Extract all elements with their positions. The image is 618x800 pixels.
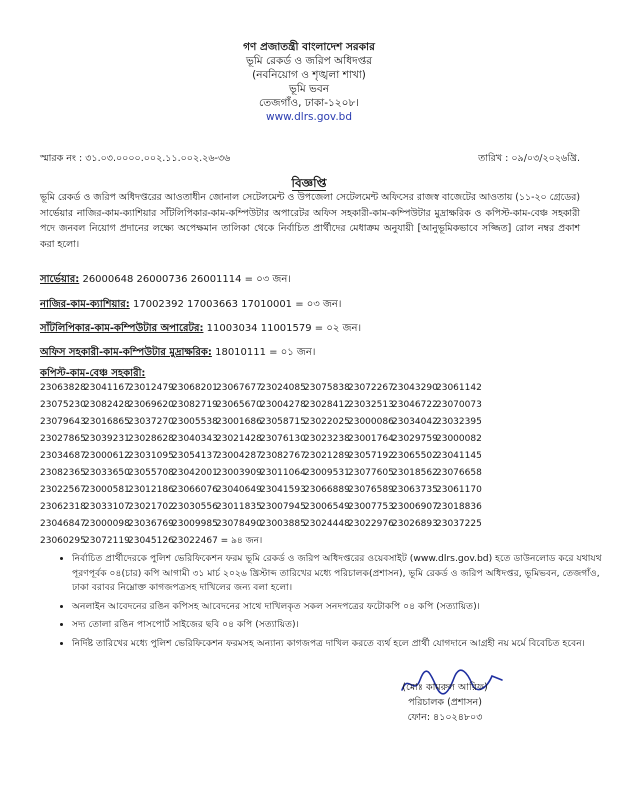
roll-number: 23037225: [436, 519, 482, 529]
roll-number: 23030556: [172, 502, 218, 512]
category-surveyor: সার্ভেয়ার: 26000648 26000736 26001114 = ০৩ জন।: [40, 274, 291, 285]
roll-number: 23077605: [348, 468, 394, 478]
instruction-item: • সদ্য তোলা রঙিন পাসপোর্ট সাইজের ছবি ০৪ কপি (সত্যায়িত)।: [72, 618, 602, 633]
instructions-list: [58, 552, 602, 655]
roll-number: 23075230: [40, 400, 86, 410]
roll-number: 23004287: [216, 451, 262, 461]
roll-number: 23007945: [260, 502, 306, 512]
roll-row: [40, 482, 480, 499]
roll-number: 23082767: [260, 451, 306, 461]
roll-number: 23029759: [392, 434, 438, 444]
roll-number: 23000098: [84, 519, 130, 529]
roll-number: 23022025: [304, 417, 350, 427]
roll-row: [40, 448, 480, 465]
roll-number: 23040343: [172, 434, 218, 444]
building-name: ভূমি ভবন: [289, 83, 329, 95]
roll-number: 23039231: [84, 434, 130, 444]
roll-number: 23063828: [40, 383, 86, 393]
instruction-item: • নির্বাচিত প্রার্থীদেরকে পুলিশ ভেরিফিকেশন ফরম ভূমি রেকর্ড ও জরিপ অধিদপ্তরের ওয়েবসাইট (www.dlrs.gov.bd) হতে ডাউনলোড করে যথাযথ পূরণপূর্বক ০৪(চার) কপি আগামী ৩১ মার্চ ২০২৬ খ্রিস্টাব্দ তারিখের মধ্যে পরিচালক(প্রশাসন), ভূমি রেকর্ড ও জরিপ অধিদপ্তর, ভূমিভবন, তেজগাঁও, ঢাকা বরাবর নিম্নোক্ত কাগজপত্রসহ দাখিলের জন্য বলা হলো।: [72, 552, 602, 596]
roll-number: 23045126: [128, 536, 174, 546]
roll-number: 23041167: [84, 383, 130, 393]
category-office-assistant: অফিস সহকারী-কাম-কম্পিউটার মুদ্রাক্ষরিক: 18010111 = ০১ জন।: [40, 347, 316, 358]
roll-row: [40, 414, 480, 431]
roll-number: 23027865: [40, 434, 86, 444]
roll-number: 23009531: [304, 468, 350, 478]
roll-number: 23033107: [84, 502, 130, 512]
roll-row: [40, 516, 480, 533]
roll-number: 23079643: [40, 417, 86, 427]
roll-number: 23021428: [216, 434, 262, 444]
section-name: (নবনিয়োগ ও শৃঙ্খলা শাখা): [252, 69, 366, 81]
roll-number: 23000086: [348, 417, 394, 427]
roll-number: 23007753: [348, 502, 394, 512]
roll-number: 23001686: [216, 417, 262, 427]
instruction-item: • নির্দিষ্ট তারিখের মধ্যে পুলিশ ভেরিফিকেশন ফরমসহ অন্যান্য কাগজপত্র দাখিল করতে ব্যর্থ হলে প্রার্থী যোগদানে আগ্রহী নয় মর্মে বিবেচিত হবেন।: [72, 637, 602, 652]
roll-number: 23012186: [128, 485, 174, 495]
roll-number: 23070073: [436, 400, 482, 410]
roll-number: 23061142: [436, 383, 482, 393]
roll-number: 23001764: [348, 434, 394, 444]
roll-number: 23032513: [348, 400, 394, 410]
roll-number: 23076130: [260, 434, 306, 444]
roll-number: 23076658: [436, 468, 482, 478]
roll-number: 23003885: [260, 519, 306, 529]
roll-row: [40, 465, 480, 482]
roll-number: 23016865: [84, 417, 130, 427]
roll-number: 23000612: [84, 451, 130, 461]
roll-number: 23082365: [40, 468, 86, 478]
roll-number: 23058715: [260, 417, 306, 427]
roll-number: 23082428: [84, 400, 130, 410]
category-nazir: নাজির-কাম-ক্যাশিয়ার: 17002392 17003663 17010001 = ০৩ জন।: [40, 299, 342, 310]
instruction-item: • অনলাইন আবেদনের রঙিন কপিসহ আবেদনের সাথে দাখিলকৃত সকল সনদপত্রের ফটোকপি ০৪ কপি (সত্যায়িত)।: [72, 600, 602, 615]
roll-number: 23011064: [260, 468, 306, 478]
roll-number: 23033650: [84, 468, 130, 478]
roll-number: 23069620: [128, 400, 174, 410]
roll-number: 23055708: [128, 468, 174, 478]
roll-number: 23000082: [436, 434, 482, 444]
roll-number: 23060295: [40, 536, 86, 546]
roll-number: 23018836: [436, 502, 482, 512]
roll-number: 23062318: [40, 502, 86, 512]
roll-number: 23036769: [128, 519, 174, 529]
address: তেজগাঁও, ঢাকা-১২০৮।: [258, 97, 360, 109]
intro-paragraph: ভূমি রেকর্ড ও জরিপ অধিদপ্তরের আওতাধীন জোনাল সেটেলমেন্ট ও উপজেলা সেটেলমেন্ট অফিসের রাজস্ব বাজেটের আওতায় (১১-২০ গ্রেডের) সার্ভেয়ার নাজির-কাম-ক্যাশিয়ার সাঁটলিপিকার-কাম-কম্পিউটার অপারেটর অফিস সহকারী-কাম-কম্পিউটার মুদ্রাক্ষরিক ও কপিস্ট-কাম-বেঞ্চ সহকারী পদে জনবল নিয়োগ প্রদানের লক্ষ্যে অপেক্ষমান তালিকা থেকে নির্বাচিত প্রার্থীদের মেধাক্রম অনুযায়ী [আনুভূমিকভাবে সজ্জিত] রোল নম্বর প্রকাশ করা হলো।: [40, 192, 580, 250]
signatory-name: (মোঃ কামরুল আরিফ): [402, 682, 488, 693]
signatory-phone: ফোন: ৪১০২৪৮০৩: [407, 712, 483, 723]
roll-number: 23006549: [304, 502, 350, 512]
roll-number: 23018562: [392, 468, 438, 478]
notice-title: বিজ্ঞপ্তি: [291, 176, 327, 190]
roll-number: 23026893: [392, 519, 438, 529]
signatory-designation: পরিচালক (প্রশাসন): [408, 697, 482, 708]
notice-date: তারিখ : ০৯/০৩/২০২৬খ্রি.: [478, 153, 580, 164]
roll-number: 23021702: [128, 502, 174, 512]
roll-number: 23075838: [304, 383, 350, 393]
roll-number: 23043290: [392, 383, 438, 393]
roll-number: 23057192: [348, 451, 394, 461]
roll-number: 23037270: [128, 417, 174, 427]
roll-number: 23005538: [172, 417, 218, 427]
roll-number: 23067677: [216, 383, 262, 393]
roll-number: 23061170: [436, 485, 482, 495]
roll-number: 23012479: [128, 383, 174, 393]
category-stenographer: সাঁটলিপিকার-কাম-কম্পিউটার অপারেটর: 11003034 11001579 = ০২ জন।: [40, 323, 362, 334]
roll-number: 23068201: [172, 383, 218, 393]
roll-number: 23021289: [304, 451, 350, 461]
roll-row: [40, 380, 480, 397]
letterhead: [0, 40, 618, 124]
govt-title: গণ প্রজাতন্ত্রী বাংলাদেশ সরকার: [243, 41, 375, 53]
roll-number: 23000581: [84, 485, 130, 495]
roll-number: 23065502: [392, 451, 438, 461]
roll-number: 23022567: [40, 485, 86, 495]
roll-number: 23022467 = ৯৪ জন।: [172, 536, 263, 546]
roll-number: 23066889: [304, 485, 350, 495]
roll-number: 23054137: [172, 451, 218, 461]
signature-block: [380, 680, 510, 725]
roll-number: 23065670: [216, 400, 262, 410]
category-copyist: কপিস্ট-কাম-বেঞ্চ সহকারী:: [40, 368, 146, 379]
roll-number: 23034687: [40, 451, 86, 461]
roll-number: 23028412: [304, 400, 350, 410]
roll-number: 23004278: [260, 400, 306, 410]
roll-number: 23028628: [128, 434, 174, 444]
roll-number: 23042001: [172, 468, 218, 478]
roll-row: [40, 431, 480, 448]
roll-number: 23006907: [392, 502, 438, 512]
roll-number: 23078490: [216, 519, 262, 529]
roll-number-grid: [40, 380, 480, 550]
roll-number: 23082719: [172, 400, 218, 410]
roll-number: 23009985: [172, 519, 218, 529]
roll-number: 23041593: [260, 485, 306, 495]
roll-row: [40, 397, 480, 414]
roll-number: 23011835: [216, 502, 262, 512]
roll-number: 23023238: [304, 434, 350, 444]
roll-number: 23072267: [348, 383, 394, 393]
roll-number: 23034042: [392, 417, 438, 427]
roll-number: 23066076: [172, 485, 218, 495]
roll-number: 23046722: [392, 400, 438, 410]
roll-number: 23072119: [84, 536, 130, 546]
roll-number: 23003909: [216, 468, 262, 478]
roll-number: 23024085: [260, 383, 306, 393]
roll-number: 23022976: [348, 519, 394, 529]
roll-number: 23031095: [128, 451, 174, 461]
roll-row: [40, 499, 480, 516]
roll-number: 23040649: [216, 485, 262, 495]
department-name: ভূমি রেকর্ড ও জরিপ অধিদপ্তর: [245, 55, 373, 67]
roll-number: 23076589: [348, 485, 394, 495]
roll-number: 23024448: [304, 519, 350, 529]
roll-number: 23032395: [436, 417, 482, 427]
roll-row: [40, 533, 480, 550]
roll-number: 23046847: [40, 519, 86, 529]
roll-number: 23041145: [436, 451, 482, 461]
memo-number: স্মারক নং : ৩১.০৩.০০০০.০০২.১১.০০২.২৬-৩৬: [40, 153, 231, 164]
website-link[interactable]: www.dlrs.gov.bd: [266, 111, 352, 123]
roll-number: 23063735: [392, 485, 438, 495]
